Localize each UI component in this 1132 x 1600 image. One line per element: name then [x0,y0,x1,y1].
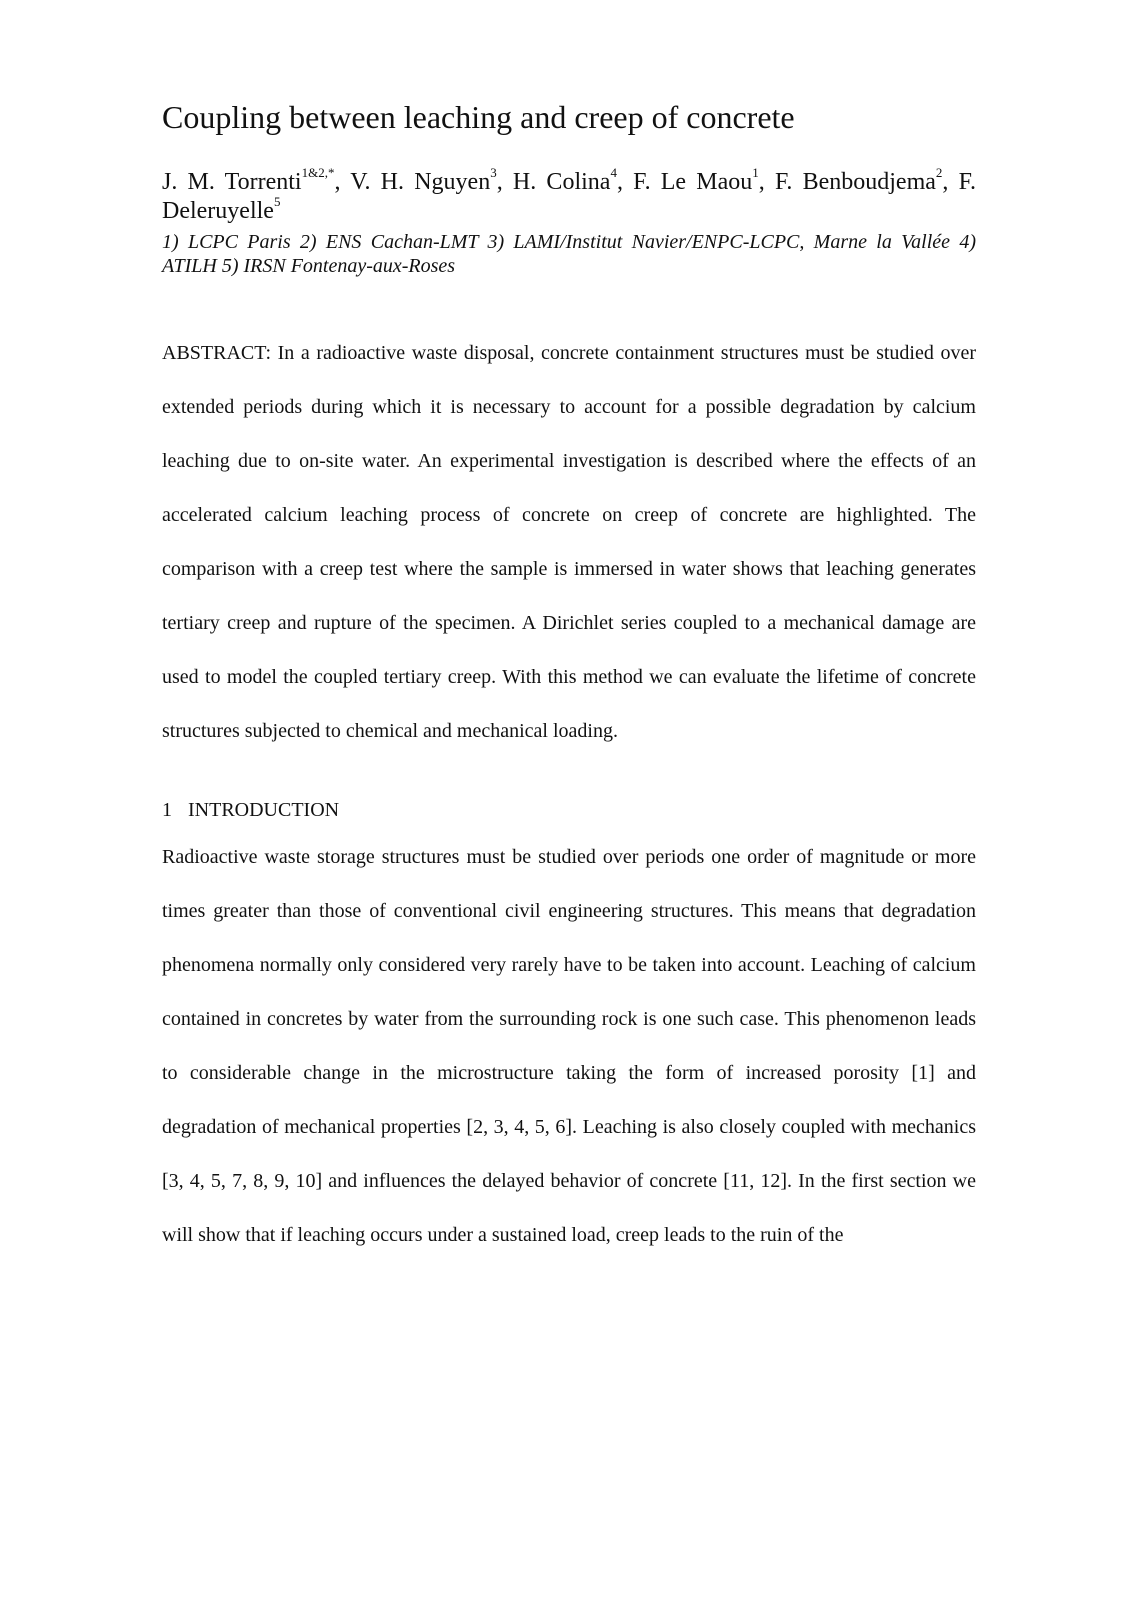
paper-title: Coupling between leaching and creep of concrete [162,99,795,135]
author: F. Le Maou$^1$, [633,165,775,196]
author: J. M. Torrenti$^{1\&2,*}$, [162,165,351,196]
paper-page [162,98,976,1262]
introduction-paragraph: Radioactive waste storage structures must be studied over periods one order of magnitude or more times greater than those of conventional civil engineering structures. This means that degradation phenomena normally only considered very rarely have to be taken into account. Leaching of calcium contained in concretes by water from the surrounding rock is one such case. This phenomenon leads to considerable change in the microstructure taking the form of increased porosity [1] and degradation of mechanical properties [2, 3, 4, 5, 6]. Leaching is also closely coupled with mechanics [3, 4, 5, 7, 8, 9, 10] and influences the delayed behavior of concrete [11, 12]. In the first section we will show that if leaching occurs under a sustained load, creep leads to the ruin of the [162,845,976,1246]
author-list [162,165,977,226]
abstract: ABSTRACT: In a radioactive waste disposal, concrete containment structures must be studied over extended periods during which it is necessary to account for a possible degradation by calcium leaching due to on-site water. An experimental investigation is described where the effects of an accelerated calcium leaching process of concrete on creep of concrete are highlighted. The comparison with a creep test where the sample is immersed in water shows that leaching generates tertiary creep and rupture of the specimen. A Dirichlet series coupled to a mechanical damage are used to model the coupled tertiary creep. With this method we can evaluate the lifetime of concrete structures subjected to chemical and mechanical loading. [162,341,976,742]
author: F. Deleruyelle$^5$ [162,169,977,225]
affiliations: 1) LCPC Paris 2) ENS Cachan-LMT 3) LAMI/Institut Navier/ENPC-LCPC, Marne la Vallée 4) ATILH 5) IRSN Fontenay-aux-Roses [162,230,976,277]
author: V. H. Nguyen$^3$, [350,165,513,196]
section-heading [162,798,976,822]
section-title: INTRODUCTION [188,798,340,821]
section-number: 1 [162,798,172,821]
author: H. Colina$^4$, [512,165,634,196]
author: F. Benboudjema$^2$, [774,165,959,196]
